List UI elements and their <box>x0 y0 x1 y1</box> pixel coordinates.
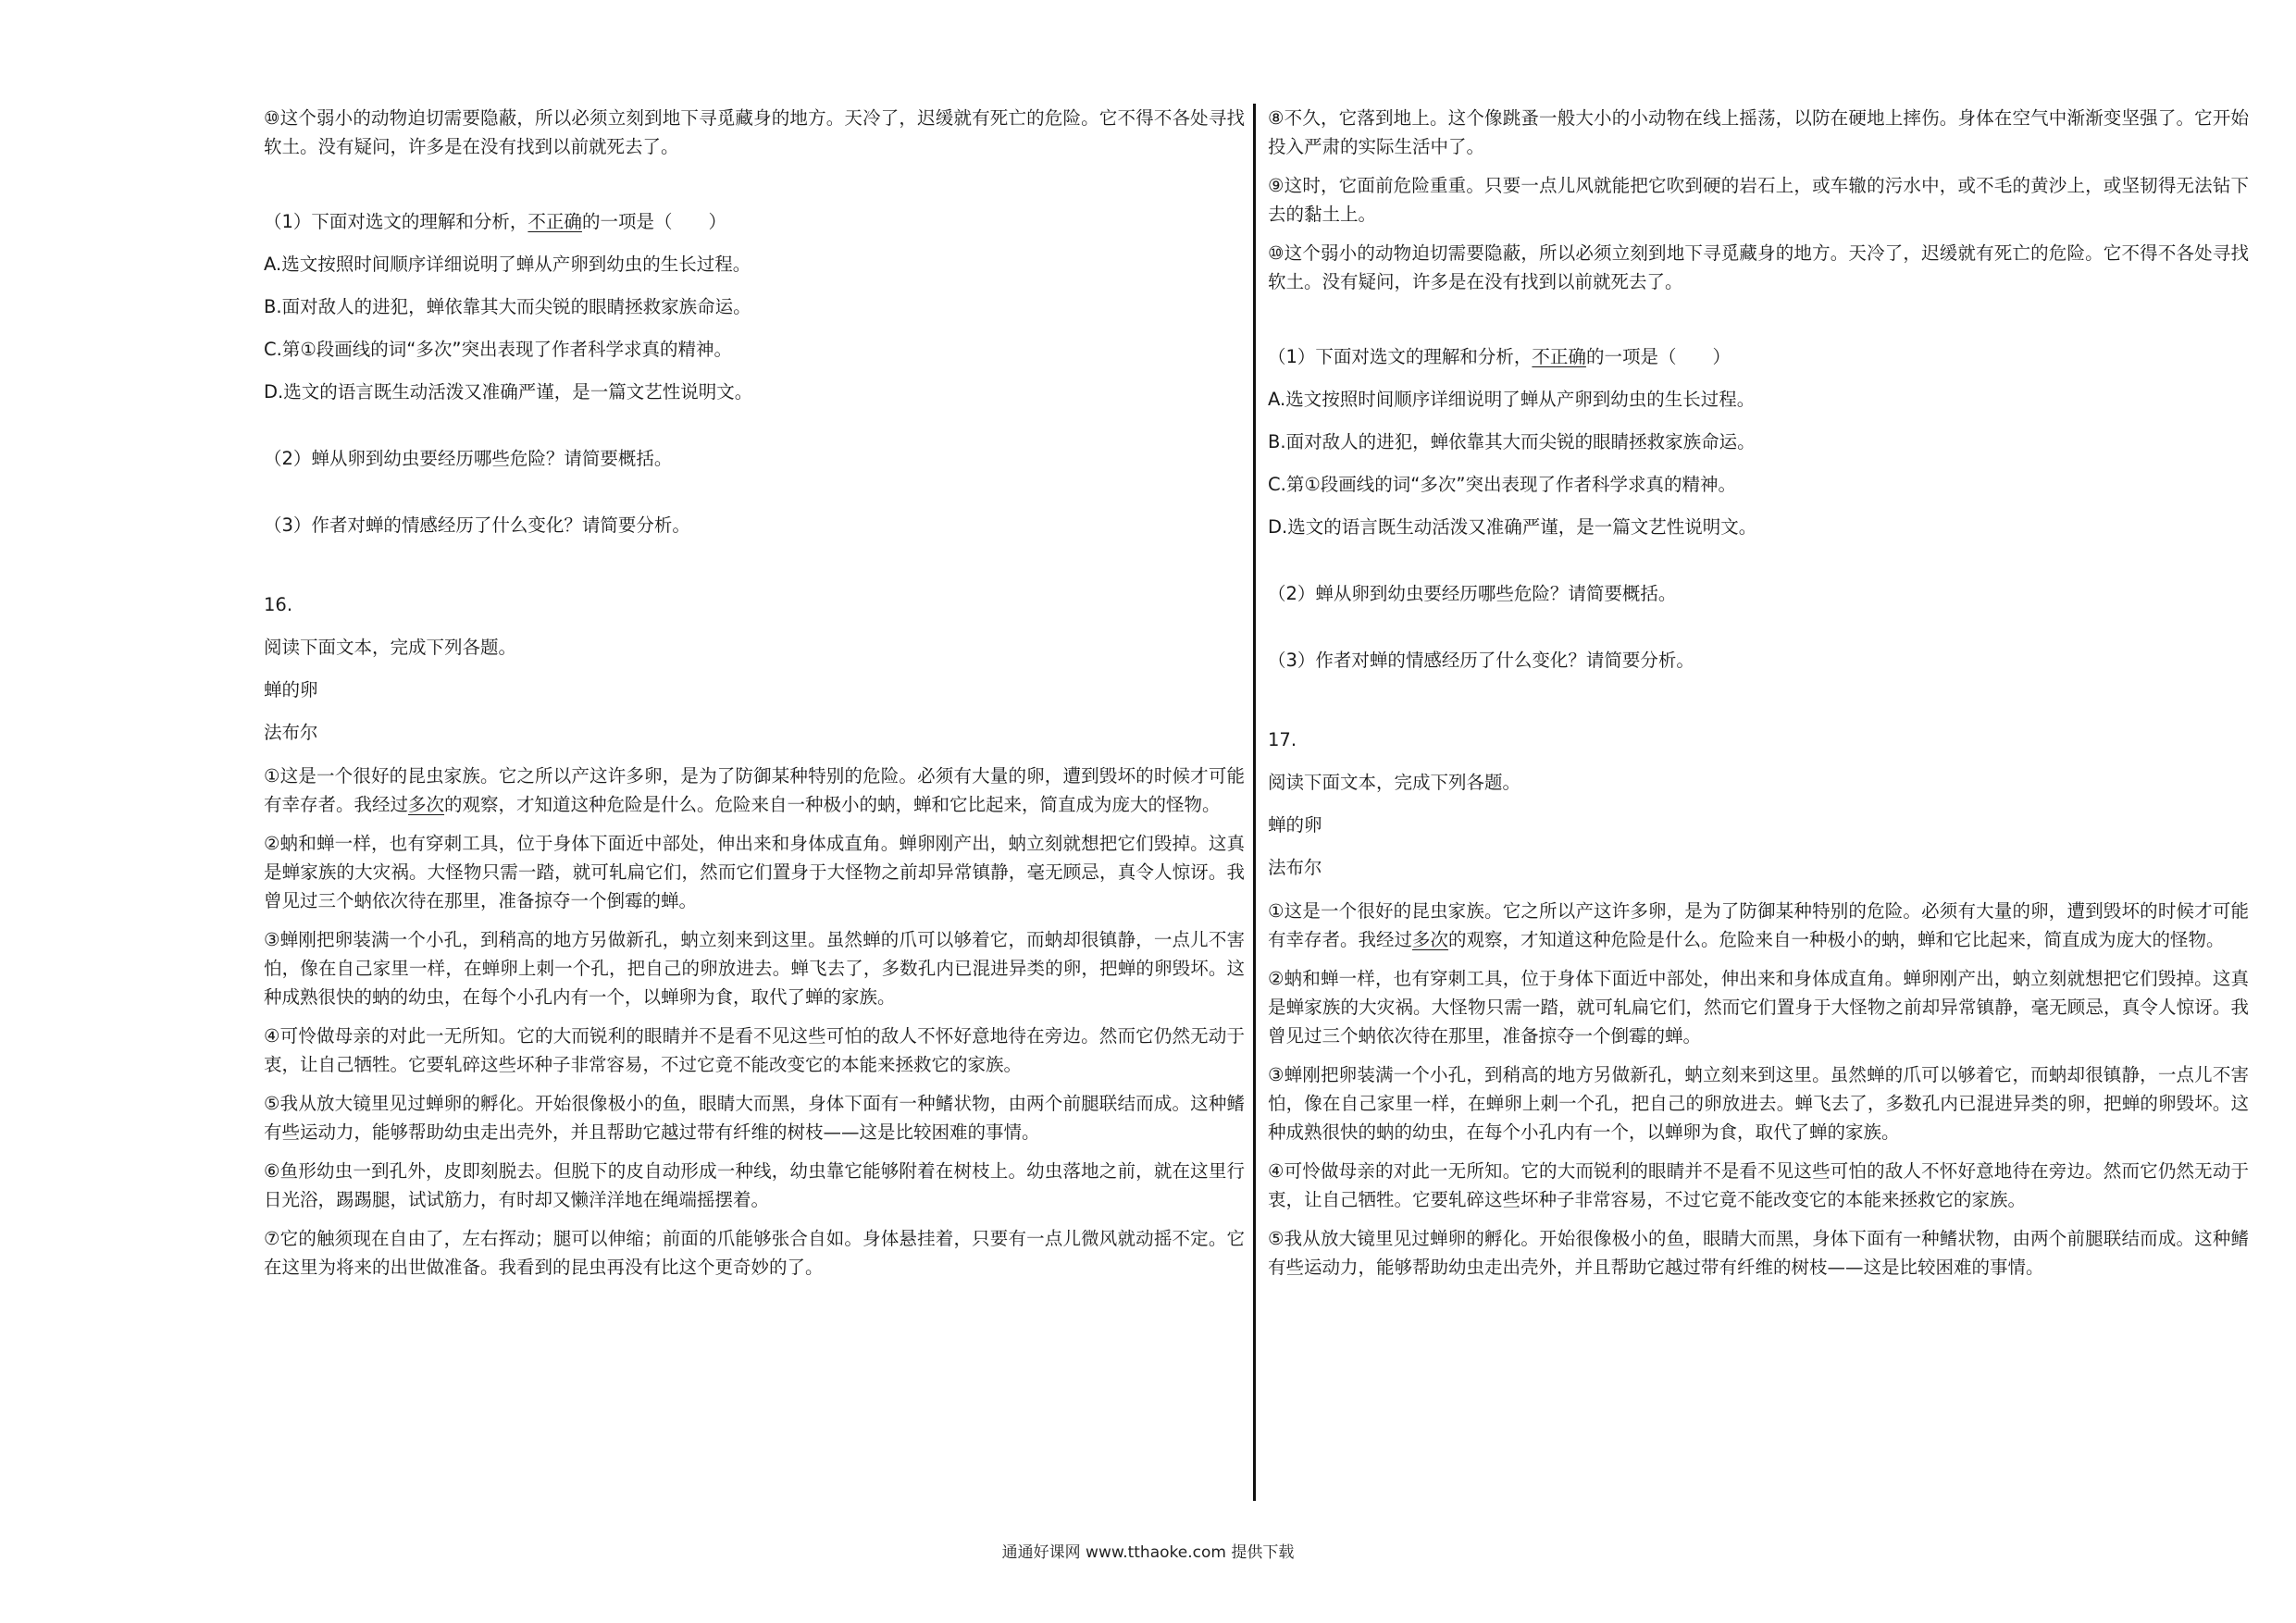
option-a: A.选文按照时间顺序详细说明了蝉从产卵到幼虫的生长过程。 <box>1268 389 1756 410</box>
option-d: D.选文的语言既生动活泼又准确严谨，是一篇文艺性说明文。 <box>1268 516 1757 538</box>
paragraph-7: ⑦它的触须现在自由了，左右挥动；腿可以伸缩；前面的爪能够张合自如。身体悬挂着，只要有一点儿微风就动摇不定。它在这里为将来的出世做准备。我看到的昆虫再没有比这个更奇妙的了。 <box>264 1228 1245 1278</box>
question-number: 17. <box>1268 729 1297 750</box>
question-1-prefix: （1）下面对选文的理解和分析， <box>264 211 528 232</box>
paragraph-4: ④可怜做母亲的对此一无所知。它的大而锐利的眼睛并不是看不见这些可怕的敌人不怀好意地待在旁边。然而它仍然无动于衷，让自己牺牲。它要轧碎这些坏种子非常容易，不过它竟不能改变它的本能来拯救它的家族。 <box>1268 1160 2249 1210</box>
option-d: D.选文的语言既生动活泼又准确严谨，是一篇文艺性说明文。 <box>264 381 753 403</box>
paragraph-1-text-a: ①这是一个很好的昆虫家族。它之所以产这许多卵，是为了防御某种特别的危险。必须有大量的卵，遭到毁坏的时候才可能有幸存者。我经过 <box>264 765 1245 815</box>
question-3: （3）作者对蝉的情感经历了什么变化？请简要分析。 <box>264 514 690 536</box>
option-c: C.第①段画线的词“多次”突出表现了作者科学求真的精神。 <box>1268 474 1737 495</box>
paragraph-5: ⑤我从放大镜里见过蝉卵的孵化。开始很像极小的鱼，眼睛大而黑，身体下面有一种鳍状物，由两个前腿联结而成。这种鳍有些运动力，能够帮助幼虫走出壳外，并且帮助它越过带有纤维的树枝——这是比较困难的事情。 <box>1268 1228 2249 1278</box>
column-divider <box>1253 104 1256 1501</box>
question-2: （2）蝉从卵到幼虫要经历哪些危险？请简要概括。 <box>1268 583 1677 604</box>
paragraph-4: ④可怜做母亲的对此一无所知。它的大而锐利的眼睛并不是看不见这些可怕的敌人不怀好意地待在旁边。然而它仍然无动于衷，让自己牺牲。它要轧碎这些坏种子非常容易，不过它竟不能改变它的本能来拯救它的家族。 <box>264 1025 1245 1075</box>
paragraph-2: ②蚋和蝉一样，也有穿刺工具，位于身体下面近中部处，伸出来和身体成直角。蝉卵刚产出，蚋立刻就想把它们毁掉。这真是蝉家族的大灾祸。大怪物只需一踏，就可轧扁它们，然而它们置身于大怪物之前却异常镇静，毫无顾忌，真令人惊讶。我曾见过三个蚋依次待在那里，准备掠夺一个倒霉的蝉。 <box>1268 968 2249 1047</box>
article-title: 蝉的卵 <box>264 679 318 700</box>
instruction: 阅读下面文本，完成下列各题。 <box>1268 772 1521 793</box>
instruction: 阅读下面文本，完成下列各题。 <box>264 637 517 658</box>
question-1-suffix: 的一项是（ ） <box>581 211 726 232</box>
paragraph-1-text-a: ①这是一个很好的昆虫家族。它之所以产这许多卵，是为了防御某种特别的危险。必须有大量的卵，遭到毁坏的时候才可能有幸存者。我经过 <box>1268 900 2249 950</box>
option-a: A.选文按照时间顺序详细说明了蝉从产卵到幼虫的生长过程。 <box>264 254 751 275</box>
paragraph-1 <box>1268 897 2249 954</box>
option-b: B.面对敌人的进犯，蝉依靠其大而尖锐的眼睛拯救家族命运。 <box>264 296 751 317</box>
article-author: 法布尔 <box>264 722 318 743</box>
left-column <box>264 104 1245 1292</box>
question-2: （2）蝉从卵到幼虫要经历哪些危险？请简要概括。 <box>264 448 673 469</box>
question-3: （3）作者对蝉的情感经历了什么变化？请简要分析。 <box>1268 650 1694 671</box>
option-b: B.面对敌人的进犯，蝉依靠其大而尖锐的眼睛拯救家族命运。 <box>1268 431 1756 452</box>
paragraph-2: ②蚋和蝉一样，也有穿刺工具，位于身体下面近中部处，伸出来和身体成直角。蝉卵刚产出，蚋立刻就想把它们毁掉。这真是蝉家族的大灾祸。大怪物只需一踏，就可轧扁它们，然而它们置身于大怪物之前却异常镇静，毫无顾忌，真令人惊讶。我曾见过三个蚋依次待在那里，准备掠夺一个倒霉的蝉。 <box>264 833 1245 911</box>
article-author: 法布尔 <box>1268 857 1322 878</box>
paragraph-6: ⑥鱼形幼虫一到孔外，皮即刻脱去。但脱下的皮自动形成一种线，幼虫靠它能够附着在树枝上。幼虫落地之前，就在这里行日光浴，踢踢腿，试试筋力，有时却又懒洋洋地在绳端摇摆着。 <box>264 1160 1245 1210</box>
question-1-prefix: （1）下面对选文的理解和分析， <box>1268 346 1533 367</box>
paragraph-8: ⑧不久，它落到地上。这个像跳蚤一般大小的小动物在线上摇荡，以防在硬地上摔伤。身体在空气中渐渐变坚强了。它开始投入严肃的实际生活中了。 <box>1268 107 2249 157</box>
article-title: 蝉的卵 <box>1268 814 1322 836</box>
paragraph-1 <box>264 762 1245 819</box>
paragraph-10: ⑩这个弱小的动物迫切需要隐蔽，所以必须立刻到地下寻觅藏身的地方。天冷了，迟缓就有死亡的危险。它不得不各处寻找软土。没有疑问，许多是在没有找到以前就死去了。 <box>1268 242 2249 292</box>
paragraph-9: ⑨这时，它面前危险重重。只要一点儿风就能把它吹到硬的岩石上，或车辙的污水中，或不毛的黄沙上，或坚韧得无法钻下去的黏土上。 <box>1268 175 2249 225</box>
paragraph-3: ③蝉刚把卵装满一个小孔，到稍高的地方另做新孔，蚋立刻来到这里。虽然蝉的爪可以够着它，而蚋却很镇静，一点儿不害怕，像在自己家里一样，在蝉卵上刺一个孔，把自己的卵放进去。蝉飞去了，多数孔内已混进异类的卵，把蝉的卵毁坏。这种成熟很快的蚋的幼虫，在每个小孔内有一个，以蝉卵为食，取代了蝉的家族。 <box>1268 1064 2249 1143</box>
paragraph-10: ⑩这个弱小的动物迫切需要隐蔽，所以必须立刻到地下寻觅藏身的地方。天冷了，迟缓就有死亡的危险。它不得不各处寻找软土。没有疑问，许多是在没有找到以前就死去了。 <box>264 107 1245 157</box>
right-column <box>1268 104 2249 1292</box>
question-1-underlined: 不正确 <box>527 211 582 232</box>
question-number: 16. <box>264 594 293 615</box>
paragraph-5: ⑤我从放大镜里见过蝉卵的孵化。开始很像极小的鱼，眼睛大而黑，身体下面有一种鳍状物，由两个前腿联结而成。这种鳍有些运动力，能够帮助幼虫走出壳外，并且帮助它越过带有纤维的树枝——这是比较困难的事情。 <box>264 1093 1245 1143</box>
paragraph-1-text-b: 的观察，才知道这种危险是什么。危险来自一种极小的蚋，蝉和它比起来，简直成为庞大的怪物。 <box>1448 929 2225 950</box>
paragraph-3: ③蝉刚把卵装满一个小孔，到稍高的地方另做新孔，蚋立刻来到这里。虽然蝉的爪可以够着它，而蚋却很镇静，一点儿不害怕，像在自己家里一样，在蝉卵上刺一个孔，把自己的卵放进去。蝉飞去了，多数孔内已混进异类的卵，把蝉的卵毁坏。这种成熟很快的蚋的幼虫，在每个小孔内有一个，以蝉卵为食，取代了蝉的家族。 <box>264 929 1245 1008</box>
paragraph-1-text-b: 的观察，才知道这种危险是什么。危险来自一种极小的蚋，蝉和它比起来，简直成为庞大的怪物。 <box>444 794 1221 815</box>
question-1-suffix: 的一项是（ ） <box>1585 346 1731 367</box>
underlined-word: 多次 <box>408 794 445 815</box>
page-footer: 通通好课网 www.tthaoke.com 提供下载 <box>1001 1543 1295 1562</box>
question-1 <box>1268 343 2249 371</box>
question-1 <box>264 208 1245 236</box>
underlined-word: 多次 <box>1412 929 1449 950</box>
question-1-underlined: 不正确 <box>1532 346 1586 367</box>
option-c: C.第①段画线的词“多次”突出表现了作者科学求真的精神。 <box>264 339 733 360</box>
